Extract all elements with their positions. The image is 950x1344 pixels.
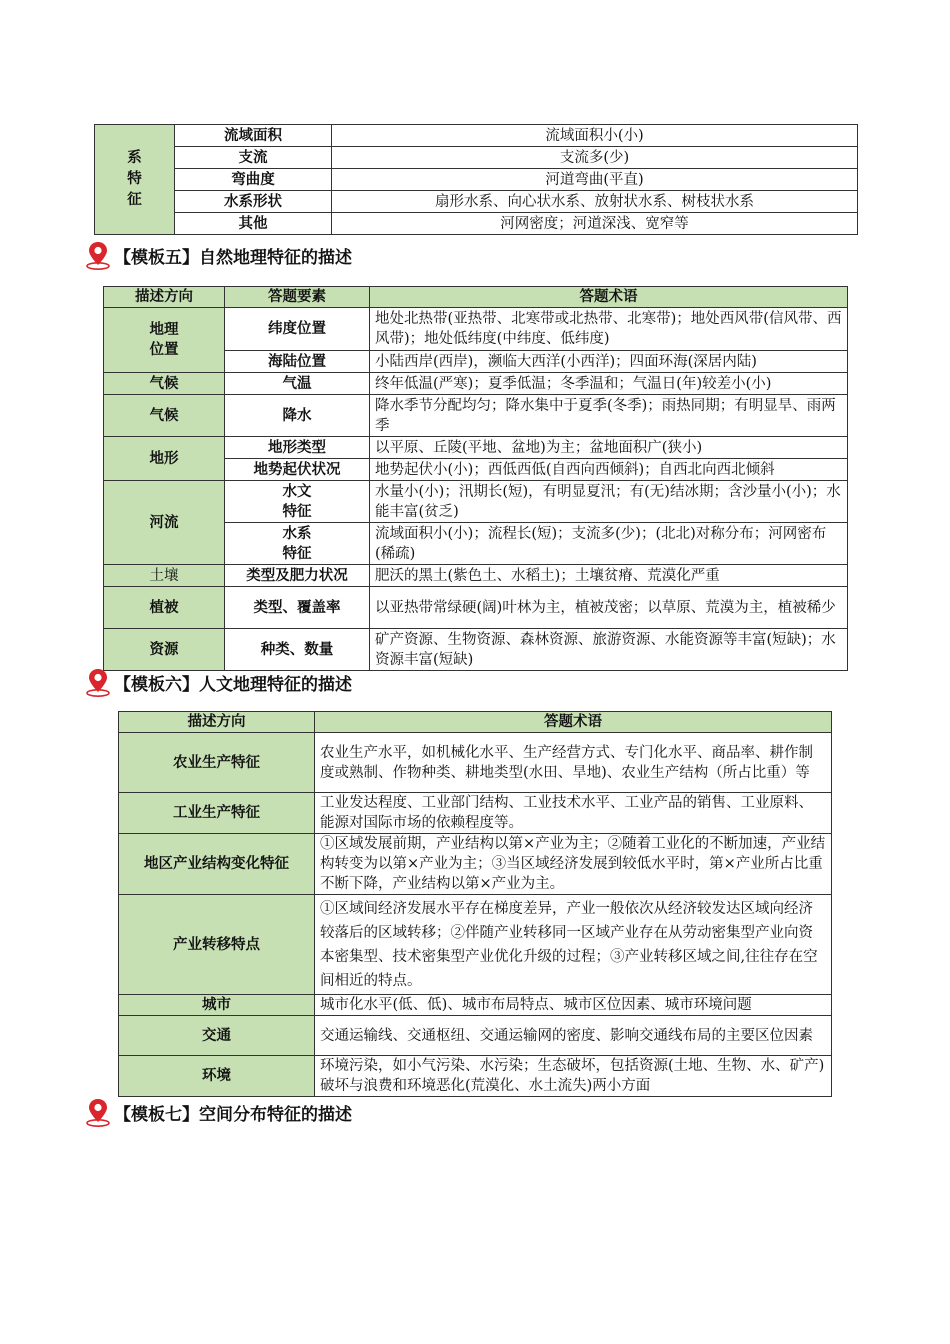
- item-desc: 流域面积小(小)；流程长(短)；支流多(少)；(北北)对称分布；河网密布(稀疏): [370, 523, 848, 565]
- item-label: 气温: [225, 373, 370, 395]
- item-label: 城市: [119, 995, 315, 1016]
- group-vegetation: 植被: [104, 587, 225, 629]
- item-label: 种类、数量: [225, 629, 370, 671]
- location-pin-icon: [86, 240, 110, 270]
- item-label: 支流: [175, 147, 332, 169]
- group-climate: 气候: [104, 395, 225, 437]
- item-desc: 降水季节分配均匀；降水集中于夏季(冬季)；雨热同期；有明显旱、雨两季: [370, 395, 848, 437]
- group-soil: 土壤: [104, 565, 225, 587]
- column-header: 答题术语: [315, 712, 832, 733]
- item-desc: 终年低温(严寒)；夏季低温；冬季温和；气温日(年)较差小(小): [370, 373, 848, 395]
- group-climate: 气候: [104, 373, 225, 395]
- item-desc: 肥沃的黑土(紫色土、水稻土)；土壤贫瘠、荒漠化严重: [370, 565, 848, 587]
- section-heading-7: [86, 1097, 352, 1127]
- item-desc: 城市化水平(低、低)、城市布局特点、城市区位因素、城市环境问题: [315, 995, 832, 1016]
- item-desc: 地处北热带(亚热带、北寒带或北热带、北寒带)；地处西风带(信风带、西风带)；地处低纬度(中纬度、低纬度): [370, 308, 848, 351]
- item-label: 环境: [119, 1056, 315, 1097]
- group-resources: 资源: [104, 629, 225, 671]
- item-desc: 地势起伏小(小)；西低西低(自西向西倾斜)；自西北向西北倾斜: [370, 459, 848, 481]
- item-desc: 支流多(少): [332, 147, 858, 169]
- item-label: 地形类型: [225, 437, 370, 459]
- item-label: 农业生产特征: [119, 733, 315, 793]
- item-label: 交通: [119, 1016, 315, 1056]
- item-desc: ①区域发展前期，产业结构以第×产业为主；②随着工业化的不断加速，产业结构转变为以第×产业为主；③当区域经济发展到较低水平时，第×产业所占比重不断下降，产业结构以第×产业为主。: [315, 834, 832, 895]
- item-desc: 流域面积小(小): [332, 125, 858, 147]
- location-pin-icon: [86, 667, 110, 697]
- column-header: 描述方向: [104, 287, 225, 308]
- item-desc: 矿产资源、生物资源、森林资源、旅游资源、水能资源等丰富(短缺)；水资源丰富(短缺): [370, 629, 848, 671]
- item-label: 其他: [175, 213, 332, 235]
- item-desc: 河道弯曲(平直): [332, 169, 858, 191]
- item-label: 产业转移特点: [119, 895, 315, 995]
- item-label: 水文 特征: [225, 481, 370, 523]
- item-desc: 扇形水系、向心状水系、放射状水系、树枝状水系: [332, 191, 858, 213]
- heading-text: 【模板六】人文地理特征的描述: [114, 674, 352, 695]
- column-header: 答题术语: [370, 287, 848, 308]
- item-label: 降水: [225, 395, 370, 437]
- item-label: 纬度位置: [225, 308, 370, 351]
- heading-text: 【模板五】自然地理特征的描述: [114, 247, 352, 268]
- location-pin-icon: [86, 1097, 110, 1127]
- item-desc: 水量小(小)；汛期长(短)，有明显夏汛；有(无)结冰期；含沙量小(小)；水能丰富(贫乏): [370, 481, 848, 523]
- group-location: 地理 位置: [104, 308, 225, 373]
- heading-text: 【模板七】空间分布特征的描述: [114, 1104, 352, 1125]
- item-desc: ①区域间经济发展水平存在梯度差异，产业一般依次从经济较发达区域向经济较落后的区域转移；②伴随产业转移同一区域产业存在从劳动密集型产业向资本密集型、技术密集型产业优化升级的过程；③产业转移区域之间,往往存在空间相近的特点。: [315, 895, 832, 995]
- section-heading-5: [86, 240, 352, 270]
- item-label: 工业生产特征: [119, 793, 315, 834]
- item-label: 弯曲度: [175, 169, 332, 191]
- item-label: 海陆位置: [225, 351, 370, 373]
- section-heading-6: [86, 667, 352, 697]
- group-terrain: 地形: [104, 437, 225, 481]
- item-label: 类型及肥力状况: [225, 565, 370, 587]
- item-desc: 河网密度；河道深浅、宽窄等: [332, 213, 858, 235]
- item-label: 类型、覆盖率: [225, 587, 370, 629]
- natural-geography-table: [103, 286, 848, 671]
- item-label: 水系 特征: [225, 523, 370, 565]
- group-river: 河流: [104, 481, 225, 565]
- group-label: 系 特 征: [95, 125, 175, 235]
- item-desc: 工业发达程度、工业部门结构、工业技术水平、工业产品的销售、工业原料、能源对国际市场的依赖程度等。: [315, 793, 832, 834]
- item-desc: 以亚热带常绿硬(阔)叶林为主，植被茂密；以草原、荒漠为主，植被稀少: [370, 587, 848, 629]
- item-desc: 以平原、丘陵(平地、盆地)为主；盆地面积广(狭小): [370, 437, 848, 459]
- item-label: 流域面积: [175, 125, 332, 147]
- item-label: 水系形状: [175, 191, 332, 213]
- item-desc: 农业生产水平，如机械化水平、生产经营方式、专门化水平、商品率、耕作制度或熟制、作物种类、耕地类型(水田、旱地)、农业生产结构（所占比重）等: [315, 733, 832, 793]
- human-geography-table: [118, 711, 832, 1097]
- column-header: 描述方向: [119, 712, 315, 733]
- item-label: 地区产业结构变化特征: [119, 834, 315, 895]
- item-desc: 环境污染，如小气污染、水污染；生态破坏，包括资源(土地、生物、水、矿产)破坏与浪费和环境恶化(荒漠化、水土流失)两小方面: [315, 1056, 832, 1097]
- river-features-table: [94, 124, 858, 235]
- item-desc: 交通运输线、交通枢纽、交通运输网的密度、影响交通线布局的主要区位因素: [315, 1016, 832, 1056]
- item-desc: 小陆西岸(西岸)，濒临大西洋(小西洋)；四面环海(深居内陆): [370, 351, 848, 373]
- column-header: 答题要素: [225, 287, 370, 308]
- item-label: 地势起伏状况: [225, 459, 370, 481]
